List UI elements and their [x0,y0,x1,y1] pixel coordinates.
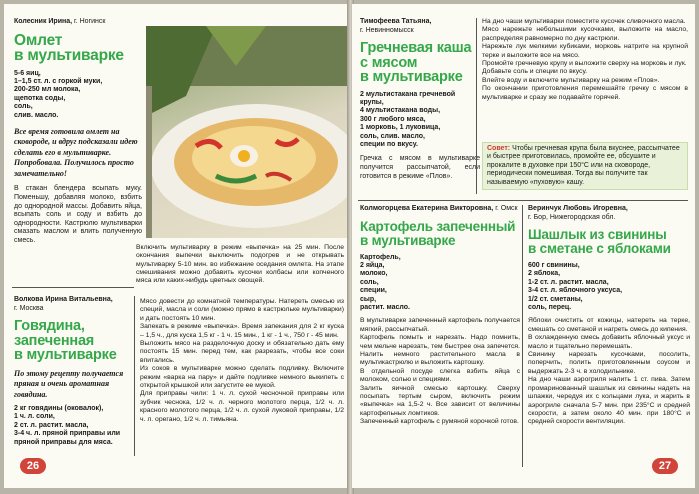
potato-author: Колмогорцева Екатерина Викторовна, г. Омск [360,205,518,212]
omelet-dish-illustration [146,26,347,238]
omelet-author: Колесник Ирина, г. Ногинск [14,18,106,25]
potato-body: В мультиварке запеченный картофель получается мягкий, рассыпчатый. Картофель помыть и нарезать. Надо помнить, чем мельче нарезать, тем быстрее она запечется. Налить немного растительного масла в мультикастрюлю и выложить картошку. В отдельной посуде слегка взбить яйца с молоком, солью и специями. Залить яичной смесью картошку. Сверху посыпать тертым сыром, включить режим «выпечка» на 1,5-2 ч. Все зависит от величины картофельных ломтиков. Запеченный картофель с румяной корочкой готов. [360,317,520,426]
buckwheat-author: Тимофеева Татьяна, г. Невинномысск [360,18,432,34]
divider-vertical-right-bottom [522,205,523,467]
right-page [352,4,695,488]
buckwheat-note: Гречка с мясом в мультиварке получится рассыпчатой, если готовится в режиме «Плов». [360,155,480,180]
divider-left [12,287,134,288]
omelet-body-continued: Включить мультиварку в режим «выпечка» на 25 мин. После окончания выпечки выключить подогрев и не открывать мультиварку 5-10 мин. во избежание оседания омлета. На этапе смешивания можно добавить кусочки колбасы или копченого мяса или каких-нибудь цветных овощей. [136,244,344,285]
beef-body: Мясо довести до комнатной температуры. Натереть смесью из специй, масла и соли (можно прямо в кастрюльке мультиварки) и дать постоять 10 мин. Запекать в режиме «выпечка». Время запекания для 2 кг куска – 1,5 ч., для куска 1,5 кг - 1 ч. 15 мин., 1 кг - 1 ч., 750 г - 45 мин. Выложить мясо на разделочную доску и обязательно дать ему постоять 15 мин. перед тем, как разрезать, чтобы все соки впитались. Из соков в мультиварке можно сделать подливку. Включите режим «варка на пару» и дайте подливке немного выкипеть с открытой крышкой или загустите ее мукой. Для приправы чили: 1 ч. л. сухой чесночной приправы или зубчик чеснока, 1/2 ч. л. черного молотого перца, 1/2 ч. л. красного молотого перца, 1/2 ч. л. сухой луковой приправы, 1/2 ч. л. орегано, 1/2 ч. л. тимьяна. [140,298,344,423]
shashlik-body: Яблоки очистить от кожицы, натереть на терке, смешать со сметаной и нагреть смесь до кипения. В охлажденную смесь добавить яблочный уксус и масло и тщательно перемешать. Свинину нарезать кусочками, посолить, поперчить, полить приготовленным соусом и выдержать 2-3 ч. в холодильнике. На дно чаши аэрогриля налить 1 ст. пива. Затем промаринованный шашлык из свинины надеть на шпажки, чередуя их с кольцами лука, и жарить в аэрогриле сначала 5-7 мин. при 235°С и средней скорости, а затем около 40 мин. при 180°С и средней скорости вентиляции. [528,317,690,426]
omelet-body: В стакан блендера всыпать муку. Поменьшу, добавляя молоко, взбить до однородной массы. Добавить яйца, всыпать соль и соду и взбить до однородности. Кастрюлю мультиварки смазать маслом и влить полученную смесь. [14,185,142,244]
potato-title: Картофель запеченный в мультиварке [360,218,516,248]
page-number-right: 27 [652,458,678,474]
shashlik-author: Веринчук Любовь Игоревна, г. Бор, Нижегородская обл. [528,205,628,221]
shashlik-title: Шашлык из свинины в сметане с яблоками [528,227,671,256]
buckwheat-title: Гречневая каша с мясом в мультиварке [360,40,472,85]
buckwheat-recipe [360,18,480,181]
divider-vertical-left [134,296,135,456]
page-number-left: 26 [20,458,46,474]
omelet-note: Все время готовила омлет на сковороде, и вдруг подсказали идею сделать его в мультиварке. Попробовала. Получилось просто замечательно! [14,126,138,178]
shashlik-ingredients: 600 г свинины, 2 яблока, 1-2 ст. л. растит. масла, 3-4 ст. л. яблочного уксуса, 1/2 ст. сметаны, соль, перец. [528,262,623,312]
shashlik-recipe [528,205,690,427]
omelet-ingredients: 5-6 яиц, 1–1,5 ст. л. с горкой муки, 200-250 мл молока, щепотка соды, соль, слив. масло. [14,69,103,119]
left-page [4,4,349,488]
beef-ingredients: 2 кг говядины (оковалок), 1 ч. л. соли, 2 ст. л. растит. масла, 3-4 ч. л. пряной приправы или пряной приправы для мяса. [14,405,121,446]
buckwheat-body: На дно чаши мультиварки поместите кусочек сливочного масла. Мясо нарежьте небольшими кусочками, выложите на масло, распределяя равномерно по дну кастрюли. Нарежьте лук мелкими кубиками, морковь натрите на крупной терке и выложите все на мясо. Промойте гречневую крупу и выложите сверху на морковь и лук. Добавьте соль и специи по вкусу. Влейте воду и включите мультиварку на режим «Плов». По окончании приготовления перемешайте гречку с мясом в мультиварке и сразу же подавайте горячей. [482,18,688,101]
buckwheat-ingredients: 2 мультистакана гречневой крупы, 4 мультистакана воды, 300 г любого мяса, 1 морковь, 1 луковица, соль, слив. масло, специи по вкусу. [360,90,456,148]
beef-author: Волкова Ирина Витальевна, г. Москва [14,296,113,312]
omelet-title: Омлет в мультиварке [14,31,124,64]
advice-box: Совет: Чтобы гречневая крупа была вкуснее, рассыпчатее и быстрее приготовилась, промойте ее, обсушите и прокалите в духовке при 150°С или на сковороде, периодически помешивая. Тогда вы получите так называемую «пуховую» кашу. [482,142,688,190]
potato-ingredients: Картофель, 2 яйца, молоко, соль, специи, сыр, растит. масло. [360,253,410,311]
omelet-photo [146,26,347,238]
divider-vertical-right-top [476,18,477,194]
divider-right [358,200,688,201]
omelet-recipe [14,18,142,246]
beef-note: По этому рецепту получается пряная и очень ароматная говядина. [14,368,124,399]
potato-recipe [360,205,520,427]
beef-recipe [14,296,138,447]
beef-title: Говядина, запеченная в мультиварке [14,318,117,363]
